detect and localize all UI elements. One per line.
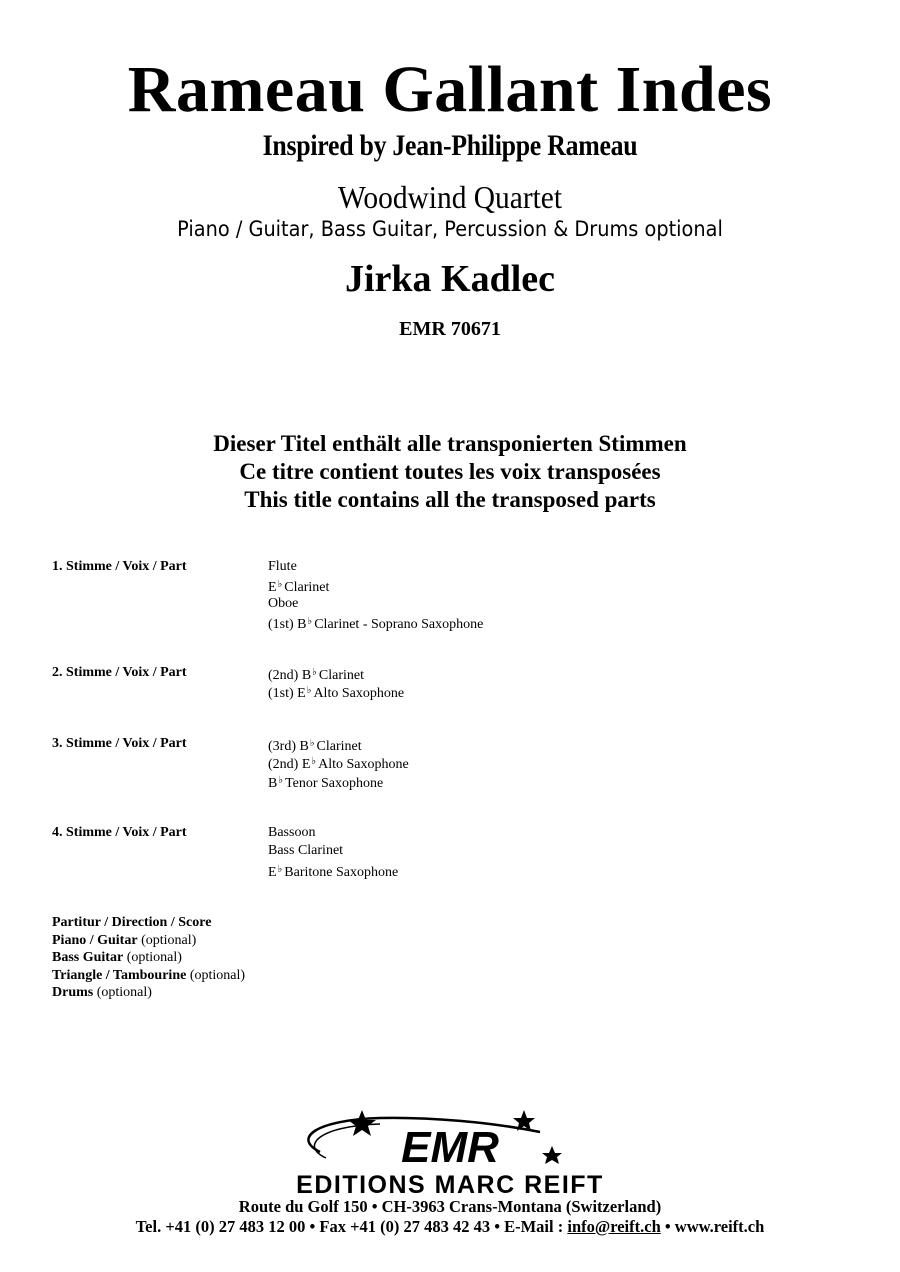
instrument-item — [268, 682, 404, 700]
flat-sign: ♭ — [311, 756, 317, 768]
instrument-list — [268, 735, 409, 790]
extra-note: (optional) — [189, 967, 246, 983]
flat-sign: ♭ — [306, 685, 312, 697]
instrument-name-rest: Tenor Saxophone — [285, 775, 384, 791]
publisher-name — [240, 1170, 660, 1198]
instrument-name: Flute — [268, 559, 297, 574]
instrument-name-rest: Clarinet — [316, 739, 362, 754]
part-label: 4. Stimme / Voix / Part — [52, 825, 187, 840]
part-label: 3. Stimme / Voix / Part — [52, 736, 187, 751]
contact-website[interactable]: • www.reift.ch — [660, 1217, 765, 1236]
instrument-item — [268, 753, 409, 771]
flat-sign: ♭ — [312, 667, 317, 678]
notice-german: Dieser Titel enthält alle transponierten Stimmen — [213, 431, 687, 456]
composer-name: Jirka Kadlec — [344, 258, 556, 300]
instrument-name: E — [268, 864, 277, 880]
extra-note: (optional) — [96, 985, 152, 1000]
flat-sign: ♭ — [277, 863, 283, 875]
notice-french: Ce titre contient toutes les voix transposées — [239, 459, 661, 484]
instrument-name: (2nd) B — [268, 668, 312, 683]
flat-sign: ♭ — [277, 579, 283, 591]
instrument-name: Bassoon — [268, 825, 316, 840]
instrument-item — [268, 664, 404, 682]
instrument-name-rest: Alto Saxophone — [318, 757, 409, 773]
score-subtitle: Inspired by Jean-Philippe Rameau — [262, 129, 638, 162]
extra-item — [52, 949, 245, 967]
flat-sign: ♭ — [307, 615, 313, 627]
instrument-item — [268, 558, 483, 576]
instrument-list — [268, 558, 483, 631]
publisher-contact — [0, 1216, 900, 1238]
part-label: 2. Stimme / Voix / Part — [52, 665, 187, 680]
instrument-item — [268, 772, 409, 790]
email-link[interactable]: info@reift.ch — [567, 1217, 661, 1236]
extra-note: (optional) — [126, 950, 182, 965]
instrument-name: E — [268, 580, 277, 596]
instrument-name: (1st) B — [268, 616, 307, 632]
optional-instruments: Piano / Guitar, Bass Guitar, Percussion & Drums optional — [177, 217, 723, 241]
instrument-list — [268, 824, 398, 879]
score-title: Rameau Gallant Indes — [127, 53, 773, 126]
instrument-name-rest: Clarinet - Soprano Saxophone — [314, 616, 484, 632]
instrument-item — [268, 613, 483, 631]
ensemble-name: Woodwind Quartet — [337, 179, 563, 215]
notice-english: This title contains all the transposed parts — [244, 487, 656, 512]
instrument-item — [268, 735, 409, 753]
extra-item — [52, 932, 245, 950]
part-label: 1. Stimme / Voix / Part — [52, 559, 187, 574]
catalog-number: EMR 70671 — [399, 318, 501, 340]
instrument-name: Bass Clarinet — [268, 843, 344, 859]
instrument-list — [268, 664, 404, 701]
instrument-item — [268, 576, 483, 594]
instrument-item — [268, 861, 398, 879]
extra-name: Partitur / Direction / Score — [52, 915, 212, 930]
logo-lettering: EMR — [401, 1123, 499, 1172]
extra-name: Bass Guitar — [52, 950, 124, 965]
extra-item — [52, 967, 245, 985]
instrument-name: (3rd) B — [268, 739, 309, 754]
star-icon — [348, 1110, 376, 1136]
extra-item — [52, 914, 245, 932]
publisher-address: Route du Golf 150 • CH-3963 Crans-Montana (Switzerland) — [238, 1197, 662, 1216]
flat-sign: ♭ — [309, 738, 315, 749]
instrument-name: Oboe — [268, 595, 299, 611]
extra-name: Triangle / Tambourine — [52, 967, 187, 983]
instrument-name: (1st) E — [268, 686, 306, 702]
flat-sign: ♭ — [278, 774, 284, 786]
instrument-name-rest: Baritone Saxophone — [284, 864, 399, 880]
extra-name: Drums — [52, 985, 94, 1000]
instrument-name: B — [268, 775, 278, 791]
extra-item — [52, 984, 245, 1002]
instrument-item — [268, 824, 398, 842]
extra-name: Piano / Guitar — [52, 932, 138, 948]
instrument-item — [268, 595, 483, 613]
svg-text:EDITIONS MARC REIFT: EDITIONS MARC REIFT — [296, 1171, 604, 1198]
instrument-name-rest: Clarinet — [318, 668, 364, 683]
instrument-name: (2nd) E — [268, 757, 311, 773]
instrument-name-rest: Clarinet — [284, 580, 330, 596]
extra-note: (optional) — [141, 932, 197, 948]
instrument-item — [268, 842, 398, 860]
instrument-name-rest: Alto Saxophone — [313, 686, 405, 702]
contact-phone-fax: Tel. +41 (0) 27 483 12 00 • Fax +41 (0) 27 483 42 43 • E-Mail : — [135, 1217, 568, 1236]
star-icon — [542, 1146, 562, 1164]
extras-list — [52, 914, 245, 1002]
